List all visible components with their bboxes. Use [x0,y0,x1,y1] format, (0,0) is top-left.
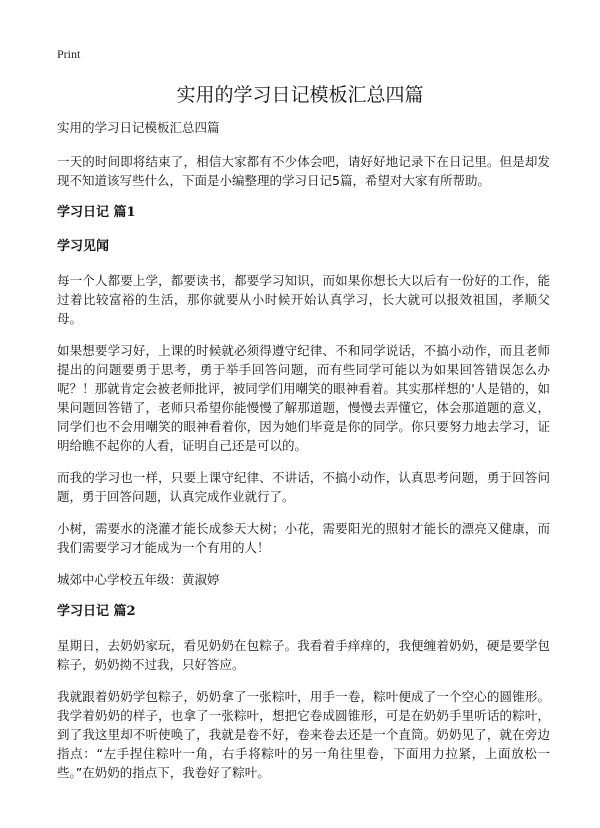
section-1-paragraph-3: 而我的学习也一样，只要上课守纪律、不讲话，不搞小动作，认真思考问题，勇于回答问题，勇于回答问题，认真完成作业就行了。 [57,470,550,504]
section-1-paragraph-1: 每一个人都要上学，都要读书，都要学习知识，而如果你想长大以后有一份好的工作，能过着比较富裕的生活，那你就要从小时候开始认真学习，长大就可以报效祖国，孝顺父母。 [57,273,550,326]
section-1-author: 城郊中心学校五年级：黄淑婷 [57,572,220,587]
section-2-paragraph-2: 我就跟着奶奶学包粽子，奶奶拿了一张粽叶，用手一卷，粽叶便成了一个空心的圆锥形。我学着奶奶的样子，也拿了一张粽叶，想把它卷成圆锥形，可是在奶奶手里听话的粽叶，到了我这里却不听使唤了，我就是卷不好，卷来卷去还是一个直筒。奶奶见了，就在旁边指点：“左手捏住粽叶一角，右手将粽叶的另一角往里卷，下面用力拉紧，上面放松一些。”在奶奶的指点下，我卷好了粽叶。 [57,689,550,780]
section-2-paragraph-1: 星期日，去奶奶家玩，看见奶奶在包粽子。我看着手痒痒的，我便缠着奶奶，硬是要学包粽子，奶奶拗不过我，只好答应。 [57,638,550,672]
section-subheading-1: 学习见闻 [57,239,110,254]
section-heading-2: 学习日记 篇2 [57,604,136,619]
document-body [57,118,550,795]
intro-paragraph: 一天的时间即将结束了，相信大家都有不少体会吧，请好好地记录下在日记里。但是却发现不知道该写些什么，下面是小编整理的学习日记5篇，希望对大家有所帮助。 [57,154,550,188]
section-1-paragraph-2: 如果想要学习好，上课的时候就必须得遵守纪律、不和同学说话，不搞小动作，而且老师提出的问题要勇于思考，勇于举手回答问题，而有些同学可能以为如果回答错误怎么办呢？！那就肯定会被老师批评，被同学们用嘲笑的眼神看着。其实那样想的'人是错的，如果问题回答错了，老师只希望你能慢慢了解那道题，慢慢去弄懂它，体会那道题的意义，同学们也不会用嘲笑的眼神看着你，因为她们毕竟是你的同学。你只要努力地去学习，证明给瞧不起你的人看，证明自己还是可以的。 [57,343,550,453]
document-subtitle: 实用的学习日记模板汇总四篇 [57,120,220,135]
print-link[interactable]: Print [57,47,81,61]
page-title: 实用的学习日记模板汇总四篇 [176,84,424,106]
section-1-paragraph-4: 小树，需要水的浇灌才能长成参天大树；小花，需要阳光的照射才能长的漂亮又健康，而我们需要学习才能成为一个有用的人！ [57,521,550,555]
section-heading-1: 学习日记 篇1 [57,205,136,220]
